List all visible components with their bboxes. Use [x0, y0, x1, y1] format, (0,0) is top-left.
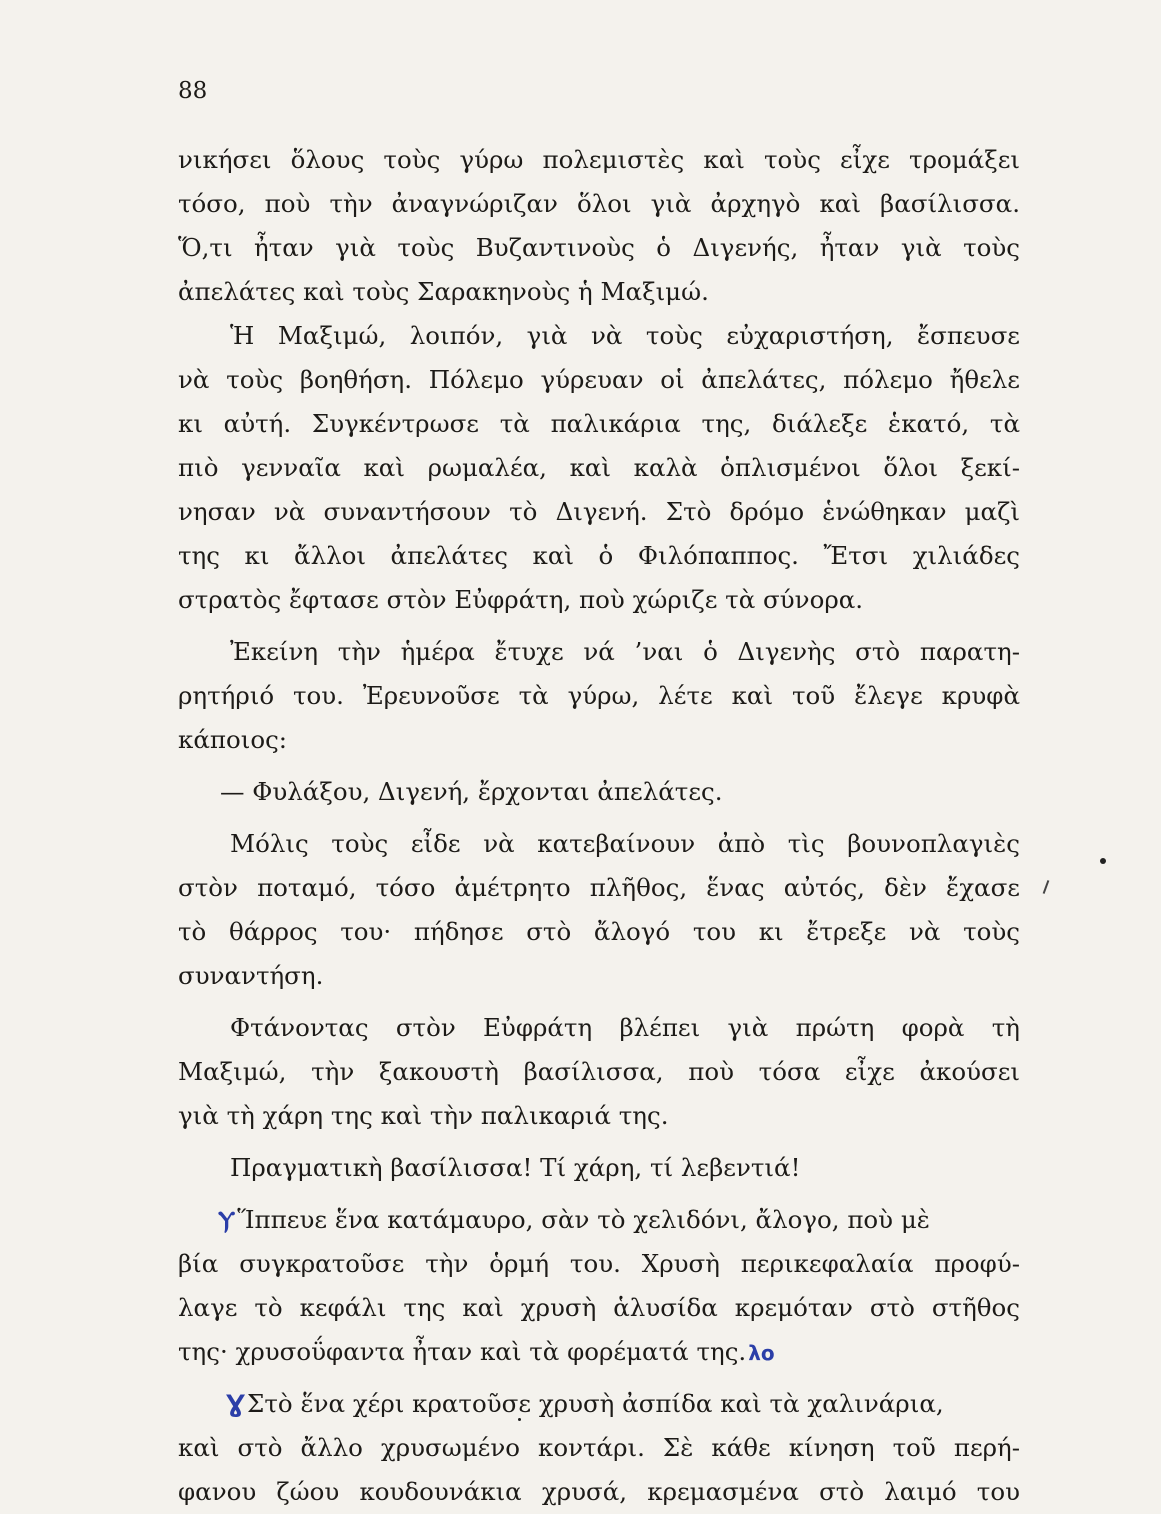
- handwritten-mark: Ɣ: [226, 1390, 246, 1418]
- text-line: γιὰ τὴ χάρη της καὶ τὴν παλικαριά της.: [178, 1101, 669, 1130]
- text-line: Στὸ ἕνα χέρι κρατοῦσε χρυσὴ ἀσπίδα καὶ τὰ χαλινάρια,: [247, 1389, 944, 1418]
- text-line: καὶ στὸ ἄλλο χρυσωμένο κοντάρι. Σὲ κάθε κίνηση τοῦ περή-: [178, 1433, 1020, 1462]
- text-line: νὰ τοὺς βοηθήση. Πόλεμο γύρευαν οἱ ἀπελάτες, πόλεμο ἤθελε: [178, 365, 1020, 394]
- text-line: της· χρυσοΰφαντα ἦταν καὶ τὰ φορέματά της.: [178, 1337, 747, 1366]
- text-line: ἀπελάτες καὶ τοὺς Σαρακηνοὺς ἡ Μαξιμώ.: [178, 277, 709, 306]
- text-line: ρητήριό του. Ἐρευνοῦσε τὰ γύρω, λέτε καὶ τοῦ ἔλεγε κρυφὰ: [178, 681, 1020, 710]
- dialogue-line: — Φυλάξου, Διγενή, ἔρχονται ἀπελάτες.: [220, 777, 723, 806]
- handwritten-note: λο: [748, 1341, 775, 1365]
- text-line: Ἵππευε ἕνα κατάμαυρο, σὰν τὸ χελιδόνι, ἄλογο, ποὺ μὲ: [237, 1205, 930, 1234]
- text-line: της κι ἄλλοι ἀπελάτες καὶ ὁ Φιλόπαππος. Ἔτσι χιλιάδες: [178, 541, 1020, 570]
- text-line: στὸν ποταμό, τόσο ἀμέτρητο πλῆθος, ἕνας αὐτός, δὲν ἔχασε: [178, 873, 1020, 902]
- text-line: συναντήση.: [178, 961, 324, 990]
- text-line: Ἐκείνη τὴν ἡμέρα ἔτυχε νά ’ναι ὁ Διγενὴς στὸ παρατη-: [230, 637, 1020, 666]
- text-line: Πραγματικὴ βασίλισσα! Τί χάρη, τί λεβεντιά!: [230, 1153, 801, 1182]
- ink-speck: [1100, 858, 1106, 864]
- text-line: Ὅ,τι ἦταν γιὰ τοὺς Βυζαντινοὺς ὁ Διγενής, ἦταν γιὰ τοὺς: [178, 233, 1020, 262]
- body-text: [178, 138, 1020, 1514]
- text-line: στρατὸς ἔφτασε στὸν Εὐφράτη, ποὺ χώριζε τὰ σύνορα.: [178, 585, 864, 614]
- handwritten-mark: Ⲩ: [218, 1206, 236, 1234]
- text-line: νησαν νὰ συναντήσουν τὸ Διγενή. Στὸ δρόμο ἑνώθηκαν μαζὶ: [178, 497, 1020, 526]
- page-number: 88: [178, 78, 208, 104]
- text-line: βία συγκρατοῦσε τὴν ὁρμή του. Χρυσὴ περικεφαλαία προφύ-: [178, 1249, 1020, 1278]
- text-line: Ἡ Μαξιμώ, λοιπόν, γιὰ νὰ τοὺς εὐχαριστήση, ἔσπευσε: [230, 321, 1020, 350]
- text-line: κάποιος:: [178, 725, 288, 754]
- text-line: νικήσει ὅλους τοὺς γύρω πολεμιστὲς καὶ τοὺς εἶχε τρομάξει: [178, 145, 1020, 174]
- annotated-line: [178, 1382, 1020, 1426]
- ink-speck: [518, 1418, 521, 1421]
- ink-speck: [1043, 880, 1050, 894]
- annotated-line: [178, 1198, 1020, 1242]
- text-line: πιὸ γενναῖα καὶ ρωμαλέα, καὶ καλὰ ὁπλισμένοι ὅλοι ξεκί-: [178, 453, 1020, 482]
- text-line: τὸ θάρρος του· πήδησε στὸ ἄλογό του κι ἔτρεξε νὰ τοὺς: [178, 917, 1020, 946]
- text-line: λαγε τὸ κεφάλι της καὶ χρυσὴ ἁλυσίδα κρεμόταν στὸ στῆθος: [178, 1293, 1020, 1322]
- text-line: φανου ζώου κουδουνάκια χρυσά, κρεμασμένα στὸ λαιμό του: [178, 1477, 1020, 1506]
- text-line: Μαξιμώ, τὴν ξακουστὴ βασίλισσα, ποὺ τόσα εἶχε ἀκούσει: [178, 1057, 1020, 1086]
- annotated-line: [178, 1330, 1020, 1374]
- text-line: κι αὐτή. Συγκέντρωσε τὰ παλικάρια της, διάλεξε ἑκατό, τὰ: [178, 409, 1020, 438]
- text-line: Φτάνοντας στὸν Εὐφράτη βλέπει γιὰ πρώτη φορὰ τὴ: [230, 1013, 1020, 1042]
- text-line: Μόλις τοὺς εἶδε νὰ κατεβαίνουν ἀπὸ τὶς βουνοπλαγιὲς: [230, 829, 1020, 858]
- text-line: τόσο, ποὺ τὴν ἀναγνώριζαν ὅλοι γιὰ ἀρχηγὸ καὶ βασίλισσα.: [178, 189, 1020, 218]
